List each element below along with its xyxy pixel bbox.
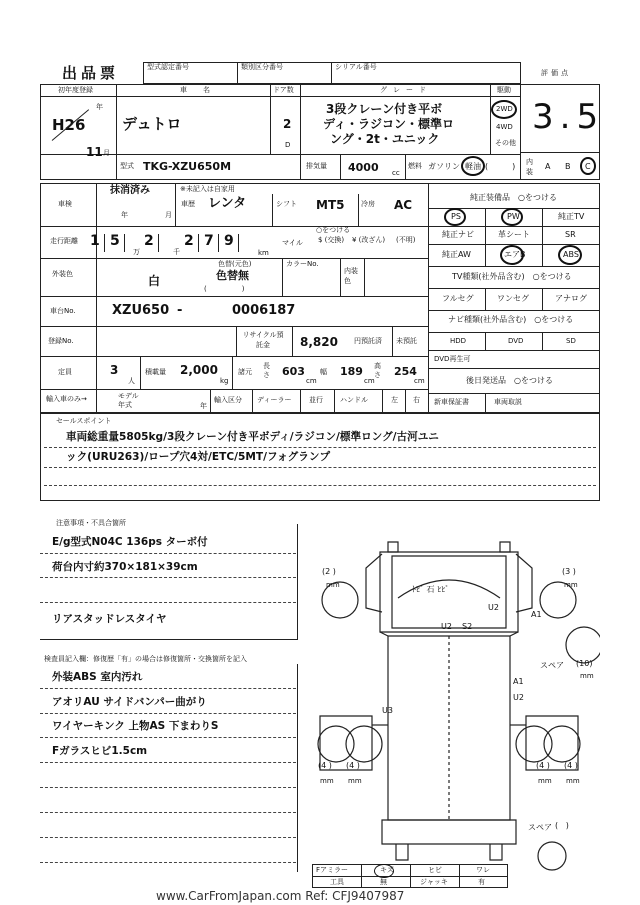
equip-ps-circle — [444, 208, 466, 226]
fuel-label: 燃料 — [408, 162, 422, 170]
sheet-title: 出品票 — [62, 64, 120, 82]
capacity-label: 定員 — [58, 368, 72, 376]
month-unit: 月 — [103, 149, 110, 157]
legend-scratch-circle — [374, 864, 394, 878]
import-parallel: 並行 — [309, 396, 323, 404]
height-label: 高さ — [374, 362, 381, 379]
legend-jack-yes: 有 — [478, 878, 485, 886]
genuine-title: 純正装備品 ○をつける — [470, 193, 557, 202]
capacity-unit: 人 — [128, 377, 135, 385]
color-change-value: 色替無 — [216, 269, 249, 282]
odometer-digit-divider — [198, 234, 199, 252]
footer-watermark: www.CarFromJapan.com Ref: CFJ9407987 — [156, 889, 405, 903]
crack-label: ﾄﾋﾞ 石 ﾋﾋﾞ — [412, 585, 450, 594]
height-unit: cm — [414, 377, 425, 385]
legend-crack: ヒビ — [428, 866, 442, 874]
displacement-unit: cc — [392, 169, 400, 177]
int-color-label: 内装色 — [344, 267, 358, 285]
odometer-digit-divider — [104, 234, 105, 252]
tire-fr-unit: mm — [564, 581, 578, 589]
import-label: 輸入車のみ→ — [46, 395, 87, 403]
import-cat-label: 輸入区分 — [214, 396, 242, 404]
tire-rr-2: (4 ) — [564, 761, 578, 770]
drive-2wd-circle — [491, 100, 517, 119]
tv-title: TV種類(社外品含む) ○をつける — [452, 272, 572, 281]
navi-sd: SD — [566, 337, 576, 345]
drive-4wd: 4WD — [496, 123, 513, 131]
length-unit: cm — [306, 377, 317, 385]
tire-rr1-val: 4 — [539, 761, 545, 770]
interior-label: 内装 — [526, 158, 533, 176]
handle-right: 右 — [413, 396, 420, 404]
name-label: 車名 — [180, 86, 226, 94]
mile-opt-unknown: (不明) — [396, 236, 416, 244]
history-value: レンタ — [208, 196, 247, 211]
capacity-value: 3 — [110, 363, 119, 377]
inspector-line-1: 外装ABS 室内汚れ — [52, 671, 143, 683]
odometer-digit-divider — [218, 234, 219, 252]
color-change-label: 色替(元色) — [218, 260, 252, 268]
color-code-label: カラーNo. — [286, 260, 319, 268]
equip-pw: PW — [507, 212, 520, 221]
mark-s2: S2 — [462, 622, 473, 631]
shift-label: シフト — [276, 200, 297, 208]
sales-line-1: 車両総重量5805kg/3段クレーン付き平ボディ/ラジコン/標準ロング/古河ユニ — [66, 431, 439, 443]
mile-opt-exchange: $ (交換) — [318, 236, 345, 244]
odometer-digit: 1 — [90, 233, 100, 249]
chassis-dash: - — [177, 303, 183, 318]
inspector-line-3: ワイヤーキンク 上物AS 下まわりS — [52, 720, 219, 732]
ext-color-label: 外装色 — [52, 270, 73, 278]
tire-rr1-unit: mm — [538, 777, 552, 785]
equip-navi: 純正ナビ — [442, 230, 474, 239]
mark-u2-c: U2 — [513, 693, 524, 702]
doors-unit: D — [285, 141, 291, 149]
equip-airbag: エアB — [504, 250, 526, 259]
load-value: 2,000 — [180, 363, 218, 377]
tire-rr-1: (4 ) — [536, 761, 550, 770]
mark-u3: U3 — [382, 706, 393, 715]
shift-value: MT5 — [316, 198, 345, 212]
spare2-paren: ( ) — [555, 821, 569, 830]
fuel-diesel: 軽油 — [465, 162, 481, 171]
load-unit: kg — [220, 377, 229, 385]
shaken-month-unit: 月 — [165, 211, 172, 219]
shaken-value: 抹消済み — [110, 185, 150, 196]
spare2-label: スペア — [528, 823, 552, 832]
displacement-value: 4000 — [348, 161, 379, 174]
tire-fl-unit: mm — [326, 581, 340, 589]
model-value: TKG-XZU650M — [143, 160, 232, 173]
odometer-digit: 2 — [184, 233, 194, 249]
equip-tv: 純正TV — [558, 212, 585, 221]
tire-fl-value: 2 — [325, 567, 331, 576]
inspector-label: 検査員記入欄：修復歴「有」の場合は修復箇所・交換箇所を記入 — [44, 655, 247, 663]
score-label: 評価点 — [541, 69, 571, 77]
equip-aw: 純正AW — [442, 250, 471, 259]
recycle-not: 未預託 — [396, 337, 417, 345]
shaken-year-unit: 年 — [121, 211, 128, 219]
equip-airbag-circle — [500, 245, 524, 265]
score-value: 3.5 — [532, 97, 605, 137]
reg-note: ※未記入は自家用 — [180, 185, 235, 193]
interior-c-circle — [580, 157, 596, 175]
caution-line-1: E/g型式N04C 136ps ターボ付 — [52, 536, 208, 548]
history-label: 車歴 — [181, 200, 195, 208]
sales-line-2: ック(URU263)/ロープ穴4対/ETC/5MT/フォグランプ — [66, 451, 331, 463]
spare-value: (10) — [576, 659, 593, 668]
fuel-paren: ( ) — [485, 162, 516, 171]
equip-ps: PS — [451, 212, 461, 221]
grade-line-2: ディ・ラジコン・標準ロ — [323, 117, 455, 131]
mark-u2-a: U2 — [488, 603, 499, 612]
mark-a1-a: A1 — [531, 610, 542, 619]
odo-km: km — [258, 249, 269, 257]
spare-value-num: 10 — [579, 659, 590, 668]
tire-front-left: (2 ) — [322, 567, 336, 576]
tire-rl1-val: 4 — [321, 761, 327, 770]
ac-label: 冷房 — [361, 200, 375, 208]
load-label: 積載量 — [145, 368, 166, 376]
caution-line-4: リアスタッドレスタイヤ — [52, 613, 167, 625]
interior-grade-c: C — [585, 162, 591, 171]
legend-jack: ジャッキ — [420, 878, 448, 886]
tire-rr2-val: 4 — [567, 761, 573, 770]
odometer-digit: 5 — [110, 233, 120, 249]
reg-no-label: 登録No. — [48, 337, 74, 345]
category-label: 類別区分番号 — [241, 63, 283, 71]
odometer-digit: 9 — [224, 233, 234, 249]
odometer-digit-divider — [158, 234, 159, 252]
model-label: 型式 — [120, 162, 134, 170]
equip-sr: SR — [565, 230, 576, 239]
chassis-prefix: XZU650 — [112, 303, 170, 318]
navi-title: ナビ種類(社外品含む) ○をつける — [448, 315, 574, 324]
tire-rl2-unit: mm — [348, 777, 362, 785]
equip-abs: ABS — [563, 250, 579, 259]
sales-label: セールスポイント — [56, 417, 112, 425]
length-label: 長さ — [263, 362, 270, 379]
width-unit: cm — [364, 377, 375, 385]
tire-rl1-unit: mm — [320, 777, 334, 785]
model-year-unit: 年 — [200, 402, 207, 410]
drive-2wd: 2WD — [496, 105, 513, 113]
interior-grade-a: A — [545, 162, 551, 171]
height-value: 254 — [394, 365, 417, 378]
drive-other: その他 — [495, 139, 516, 147]
fuel-diesel-circle — [461, 156, 485, 176]
after-title: 後日発送品 ○をつける — [466, 376, 553, 385]
tire-fr-value: 3 — [565, 567, 571, 576]
first-reg-month: 11 — [86, 145, 103, 159]
odometer-digit-divider — [238, 234, 239, 252]
chassis-number: 0006187 — [232, 303, 296, 318]
inspector-line-4: Fガラスヒビ1.5cm — [52, 745, 148, 757]
recycle-label: リサイクル預託金 — [242, 331, 284, 349]
width-label: 幅 — [320, 368, 327, 376]
vehicle-name: デュトロ — [122, 115, 182, 133]
legend-mirror: Fアミラー — [316, 866, 349, 874]
odometer-digit-divider — [124, 234, 125, 252]
equip-abs-circle — [558, 245, 582, 265]
serial-label: シリアル番号 — [335, 63, 377, 71]
tire-rl2-val: 4 — [349, 761, 355, 770]
displacement-label: 排気量 — [306, 162, 327, 170]
dvd-playback: DVD再生可 — [434, 355, 471, 363]
shaken-label: 車検 — [58, 200, 72, 208]
inspector-line-2: アオリAU サイドバンパー曲がり — [52, 696, 207, 708]
import-dealer: ディーラー — [257, 396, 292, 404]
tire-rr2-unit: mm — [566, 777, 580, 785]
after-manual: 車両取説 — [494, 398, 522, 406]
first-reg-label: 初年度登録 — [58, 86, 93, 94]
equip-pw-circle — [501, 208, 523, 226]
tire-rl-1: (4 ) — [318, 761, 332, 770]
odo-man: 万 — [133, 248, 140, 256]
model-cert-label: 型式認定番号 — [147, 63, 189, 71]
odo-sen: 千 — [173, 248, 180, 256]
handle-left: 左 — [391, 396, 398, 404]
legend-scratch: キズ — [380, 866, 394, 874]
odometer-digit: 7 — [204, 233, 214, 249]
grade-line-1: 3段クレーン付き平ボ — [326, 102, 443, 116]
width-value: 189 — [340, 365, 363, 378]
doors-label: ドア数 — [273, 86, 294, 94]
ext-color-value: 白 — [148, 274, 161, 288]
dims-label: 諸元 — [238, 368, 252, 376]
mile-opt-altered: ¥ (改ざん) — [352, 236, 386, 244]
after-warranty: 新車保証書 — [434, 398, 469, 406]
color-paren: ( ) — [204, 285, 245, 293]
recycle-status: 円預託済 — [354, 337, 382, 345]
navi-dvd: DVD — [508, 337, 524, 345]
fuel-gasoline: ガソリン — [428, 162, 460, 171]
tire-front-right: (3 ) — [562, 567, 576, 576]
drive-label: 駆動 — [497, 86, 511, 94]
year-unit: 年 — [96, 103, 103, 111]
mile-label: マイル — [282, 239, 303, 247]
mark-a1-b: A1 — [513, 677, 524, 686]
handle-label: ハンドル — [340, 396, 368, 404]
chassis-label: 車台No. — [50, 307, 76, 315]
navi-hdd: HDD — [450, 337, 467, 345]
first-reg-year: H26 — [52, 116, 86, 134]
mark-u2-b: U2 — [441, 622, 452, 631]
legend-tools-none: 無 — [380, 878, 387, 886]
model-year-label: モデル年式 — [118, 392, 139, 409]
legend-break: ワレ — [476, 866, 490, 874]
tire-rl-2: (4 ) — [346, 761, 360, 770]
mile-circle-note: ○をつける — [316, 226, 351, 234]
legend-tools: 工具 — [330, 878, 344, 886]
doors-value: 2 — [283, 117, 292, 131]
odometer-label: 走行距離 — [50, 237, 78, 245]
odometer-digit: 2 — [144, 233, 154, 249]
grade-line-3: ング・2t・ユニック — [330, 132, 440, 146]
odometer-digits — [86, 228, 286, 256]
spare-label: スペア — [540, 661, 564, 670]
caution-label: 注意事項・不具合箇所 — [56, 519, 126, 527]
length-value: 603 — [282, 365, 305, 378]
tv-oneseg: ワンセグ — [497, 294, 529, 303]
recycle-amount: 8,820 — [300, 335, 338, 349]
interior-grade-b: B — [565, 162, 571, 171]
equip-leather: 革シート — [498, 230, 530, 239]
tv-fullseg: フルセグ — [442, 294, 474, 303]
caution-line-2: 荷台内寸約370×181×39cm — [52, 561, 198, 573]
tv-analog: アナログ — [555, 294, 587, 303]
grade-label: グレード — [380, 86, 432, 94]
ac-value: AC — [394, 198, 413, 212]
spare-unit: mm — [580, 672, 594, 680]
